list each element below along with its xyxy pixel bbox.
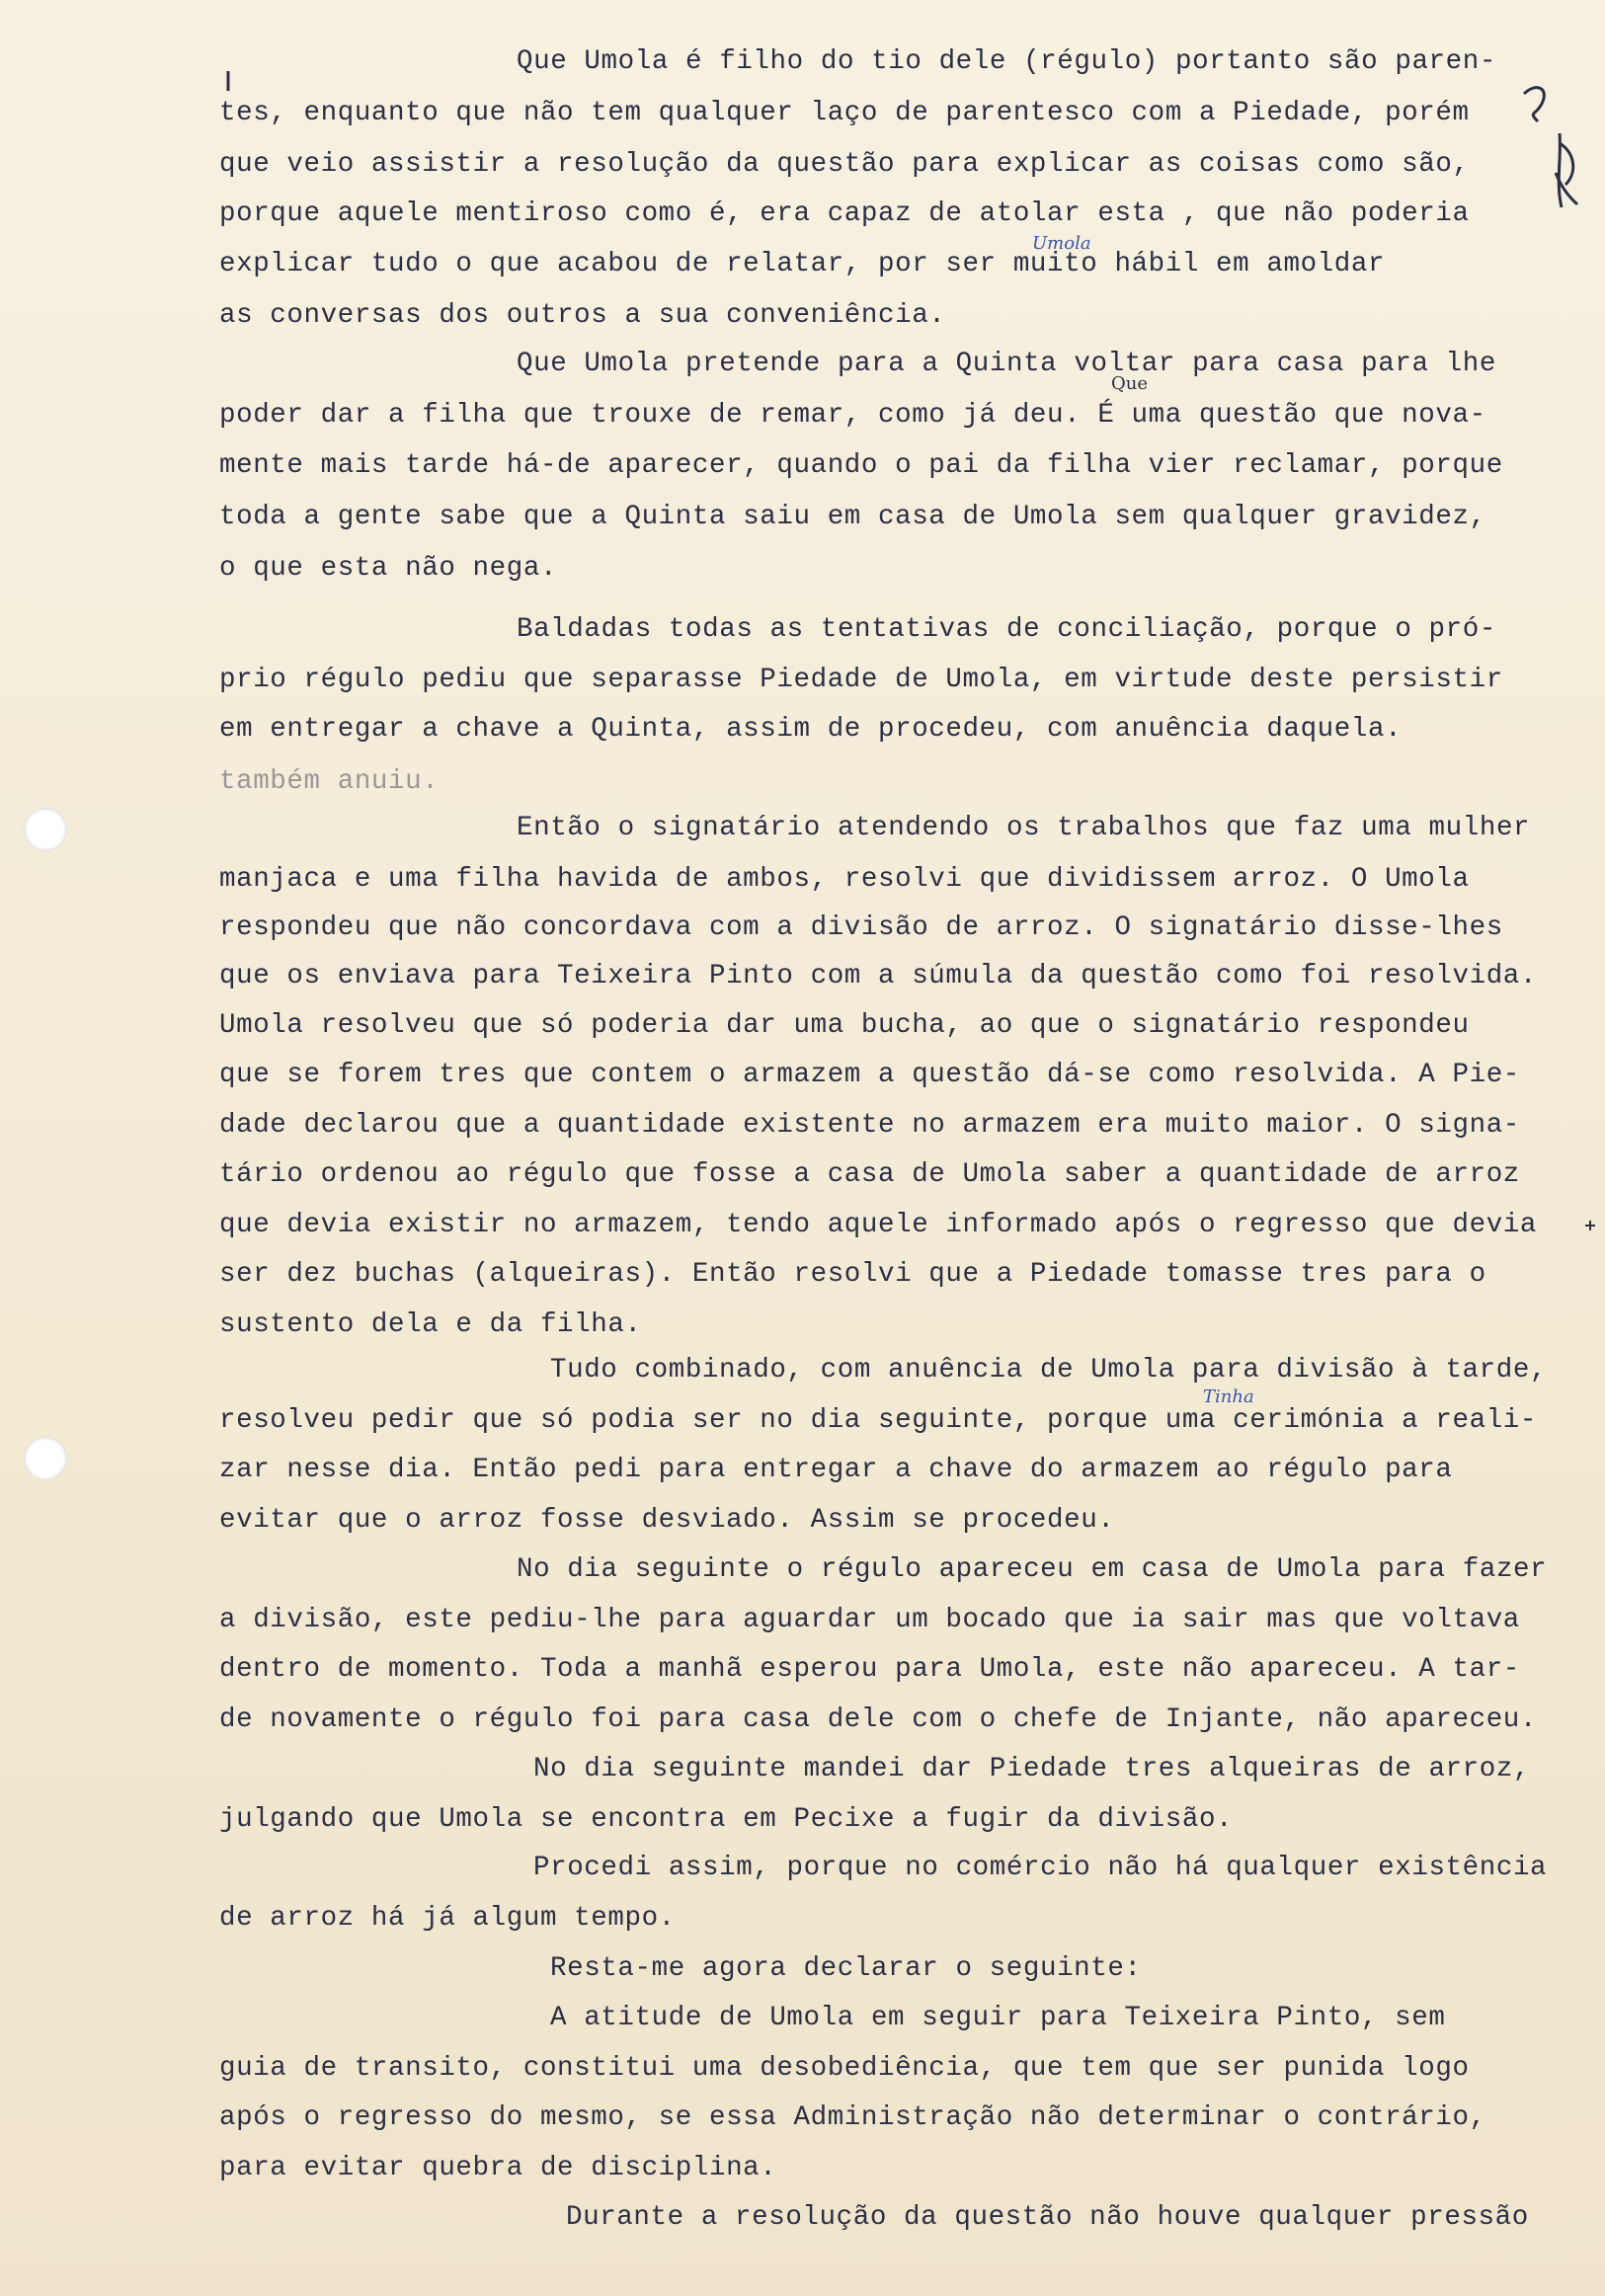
text-line: também anuiu. bbox=[219, 766, 440, 797]
handwritten-annotation-tinha: Tinha bbox=[1203, 1386, 1254, 1407]
text-line: ser dez buchas (alqueiras). Então resolvi que a Piedade tomasse tres para o bbox=[219, 1259, 1486, 1290]
text-line: para evitar quebra de disciplina. bbox=[219, 2153, 777, 2183]
text-line: manjaca e uma filha havida de ambos, resolvi que dividissem arroz. O Umola bbox=[219, 864, 1470, 895]
text-line: porque aquele mentiroso como é, era capaz de atolar esta , que não poderia bbox=[219, 198, 1470, 229]
text-line: que veio assistir a resolução da questão para explicar as coisas como são, bbox=[219, 149, 1470, 180]
text-line: sustento dela e da filha. bbox=[219, 1309, 642, 1340]
text-line: que se forem tres que contem o armazem a questão dá-se como resolvida. A Pie- bbox=[219, 1060, 1520, 1090]
text-line: tes, enquanto que não tem qualquer laço de parentesco com a Piedade, porém bbox=[219, 98, 1470, 128]
handwritten-annotation-umola: Umola bbox=[1032, 233, 1091, 254]
margin-star-mark bbox=[1583, 1219, 1597, 1232]
text-line: Então o signatário atendendo os trabalhos que faz uma mulher bbox=[517, 813, 1531, 843]
text-line: em entregar a chave a Quinta, assim de procedeu, com anuência daquela. bbox=[219, 714, 1403, 745]
punch-hole-upper bbox=[24, 808, 67, 851]
text-line: A atitude de Umola em seguir para Teixeira Pinto, sem bbox=[550, 2003, 1446, 2033]
text-line: mente mais tarde há-de aparecer, quando o pai da filha vier reclamar, porque bbox=[219, 450, 1503, 481]
text-line: dade declarou que a quantidade existente no armazem era muito maior. O signa- bbox=[219, 1110, 1520, 1141]
text-line: No dia seguinte mandei dar Piedade tres alqueiras de arroz, bbox=[533, 1754, 1531, 1784]
punch-hole-lower bbox=[24, 1437, 67, 1480]
text-line: dentro de momento. Toda a manhã esperou para Umola, este não apareceu. A tar- bbox=[219, 1654, 1520, 1685]
text-line: Que Umola pretende para a Quinta voltar para casa para lhe bbox=[517, 349, 1496, 379]
text-line: de arroz há já algum tempo. bbox=[219, 1903, 676, 1934]
text-line: tário ordenou ao régulo que fosse a casa de Umola saber a quantidade de arroz bbox=[219, 1159, 1520, 1190]
handwritten-annotation-que: Que bbox=[1111, 373, 1149, 394]
text-line: Durante a resolução da questão não houve qualquer pressão bbox=[566, 2202, 1529, 2233]
text-line: Umola resolveu que só poderia dar uma bucha, ao que o signatário respondeu bbox=[219, 1010, 1470, 1041]
text-line: guia de transito, constitui uma desobediência, que tem que ser punida logo bbox=[219, 2053, 1470, 2084]
text-line: respondeu que não concordava com a divisão de arroz. O signatário disse-lhes bbox=[219, 912, 1503, 943]
text-line: Que Umola é filho do tio dele (régulo) portanto são paren- bbox=[517, 46, 1496, 77]
text-line: zar nesse dia. Então pedi para entregar a chave do armazem ao régulo para bbox=[219, 1455, 1453, 1485]
text-line: poder dar a filha que trouxe de remar, como já deu. É uma questão que nova- bbox=[219, 400, 1486, 431]
text-line: a divisão, este pediu-lhe para aguardar um bocado que ia sair mas que voltava bbox=[219, 1605, 1520, 1635]
text-line: o que esta não nega. bbox=[219, 553, 558, 584]
text-line: explicar tudo o que acabou de relatar, por ser muito hábil em amoldar bbox=[219, 249, 1386, 279]
text-line: toda a gente sabe que a Quinta saiu em casa de Umola sem qualquer gravidez, bbox=[219, 502, 1486, 532]
margin-handwriting-mark bbox=[1516, 74, 1585, 222]
text-line: evitar que o arroz fosse desviado. Assim se procedeu. bbox=[219, 1505, 1115, 1536]
text-line: prio régulo pediu que separasse Piedade de Umola, em virtude deste persistir bbox=[219, 665, 1503, 695]
text-line: após o regresso do mesmo, se essa Administração não determinar o contrário, bbox=[219, 2102, 1486, 2133]
text-line: julgando que Umola se encontra em Pecixe a fugir da divisão. bbox=[219, 1804, 1234, 1835]
text-line: as conversas dos outros a sua conveniência. bbox=[219, 300, 946, 331]
text-line: Procedi assim, porque no comércio não há qualquer existência bbox=[533, 1853, 1548, 1883]
margin-tick-mark bbox=[222, 69, 234, 93]
text-line: Resta-me agora declarar o seguinte: bbox=[550, 1953, 1142, 1984]
text-line: Tudo combinado, com anuência de Umola para divisão à tarde, bbox=[550, 1355, 1548, 1386]
text-line: Baldadas todas as tentativas de conciliação, porque o pró- bbox=[517, 614, 1496, 645]
text-line: que devia existir no armazem, tendo aquele informado após o regresso que devia bbox=[219, 1210, 1538, 1240]
text-line: de novamente o régulo foi para casa dele com o chefe de Injante, não apareceu. bbox=[219, 1704, 1538, 1735]
text-line: resolveu pedir que só podia ser no dia seguinte, porque uma cerimónia a reali- bbox=[219, 1405, 1538, 1436]
text-line: No dia seguinte o régulo apareceu em casa de Umola para fazer bbox=[517, 1554, 1548, 1585]
text-line: que os enviava para Teixeira Pinto com a súmula da questão como foi resolvida. bbox=[219, 961, 1538, 991]
